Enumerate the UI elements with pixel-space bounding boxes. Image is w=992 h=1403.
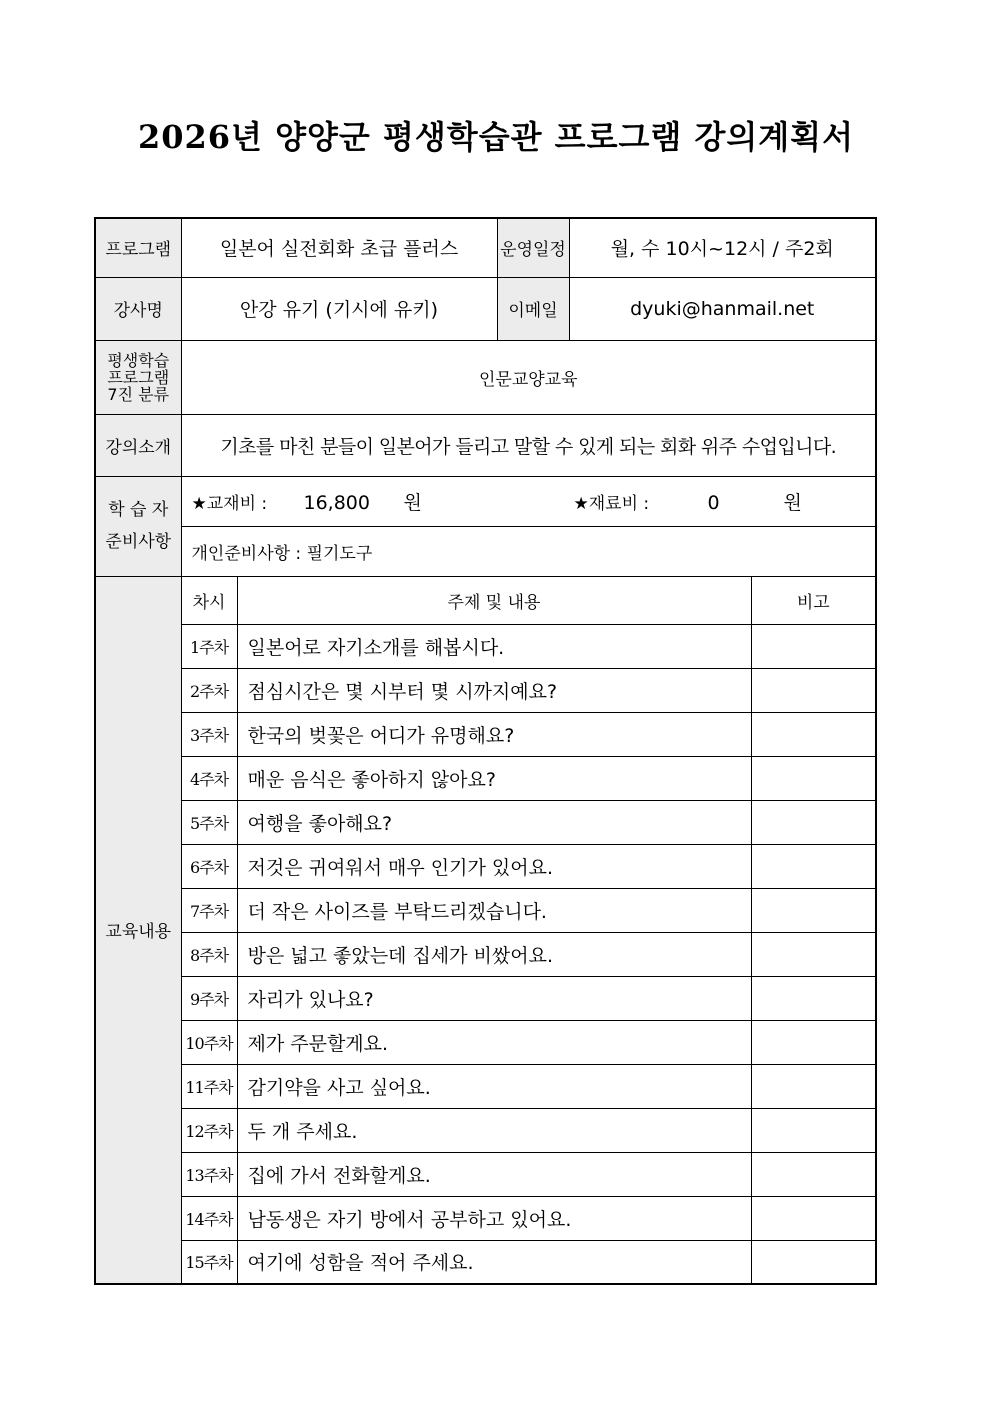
week-note <box>751 1108 876 1152</box>
note-col-header: 비고 <box>751 576 876 624</box>
material-label: ★재료비 : <box>573 493 650 514</box>
prep-label <box>95 476 181 576</box>
page-title: 2026년 양양군 평생학습관 프로그램 강의계획서 <box>137 118 855 156</box>
prep-personal: 개인준비사항 : 필기도구 <box>181 526 876 576</box>
category-label-line2: 프로그램 <box>107 367 170 387</box>
week-session: 7주차 <box>181 888 237 932</box>
program-label: 프로그램 <box>95 218 181 277</box>
week-note <box>751 888 876 932</box>
week-topic: 방은 넓고 좋았는데 집세가 비쌌어요. <box>237 932 751 976</box>
textbook-amount: 16,800 <box>303 491 370 514</box>
week-topic: 저것은 귀여워서 매우 인기가 있어요. <box>237 844 751 888</box>
week-row <box>95 624 876 668</box>
week-row <box>95 1020 876 1064</box>
week-note <box>751 1020 876 1064</box>
week-note <box>751 712 876 756</box>
intro-label: 강의소개 <box>95 414 181 476</box>
week-note <box>751 1196 876 1240</box>
week-topic: 매운 음식은 좋아하지 않아요? <box>237 756 751 800</box>
intro-row <box>95 414 876 476</box>
week-session: 5주차 <box>181 800 237 844</box>
week-note <box>751 976 876 1020</box>
program-row <box>95 218 876 277</box>
material-unit: 원 <box>783 491 802 514</box>
week-row <box>95 756 876 800</box>
prep-label-line1: 학 습 자 <box>108 500 169 520</box>
category-label <box>95 340 181 414</box>
week-session: 6주차 <box>181 844 237 888</box>
week-topic: 여기에 성함을 적어 주세요. <box>237 1240 751 1284</box>
intro-value: 기초를 마친 분들이 일본어가 들리고 말할 수 있게 되는 회화 위주 수업입니다. <box>181 414 876 476</box>
week-row <box>95 976 876 1020</box>
textbook-label: ★교재비 : <box>191 493 268 514</box>
week-row <box>95 712 876 756</box>
week-session: 2주차 <box>181 668 237 712</box>
week-row <box>95 800 876 844</box>
week-note <box>751 1152 876 1196</box>
category-row <box>95 340 876 414</box>
week-topic: 제가 주문할게요. <box>237 1020 751 1064</box>
week-session: 13주차 <box>181 1152 237 1196</box>
instructor-row <box>95 277 876 340</box>
material-amount: 0 <box>707 491 720 514</box>
week-row <box>95 1064 876 1108</box>
session-col-header: 차시 <box>181 576 237 624</box>
prep-personal-row <box>95 526 876 576</box>
week-note <box>751 624 876 668</box>
instructor-value: 안강 유기 (기시에 유키) <box>181 277 497 340</box>
week-topic: 한국의 벚꽃은 어디가 유명해요? <box>237 712 751 756</box>
week-row <box>95 1196 876 1240</box>
week-note <box>751 800 876 844</box>
week-session: 15주차 <box>181 1240 237 1284</box>
topic-col-header: 주제 및 내용 <box>237 576 751 624</box>
week-row <box>95 668 876 712</box>
week-session: 4주차 <box>181 756 237 800</box>
week-topic: 집에 가서 전화할게요. <box>237 1152 751 1196</box>
week-row <box>95 1108 876 1152</box>
week-row <box>95 1240 876 1284</box>
week-note <box>751 668 876 712</box>
week-session: 10주차 <box>181 1020 237 1064</box>
week-note <box>751 932 876 976</box>
week-topic: 일본어로 자기소개를 해봅시다. <box>237 624 751 668</box>
week-session: 14주차 <box>181 1196 237 1240</box>
week-topic: 점심시간은 몇 시부터 몇 시까지예요? <box>237 668 751 712</box>
week-topic: 남동생은 자기 방에서 공부하고 있어요. <box>237 1196 751 1240</box>
content-header-row <box>95 576 876 624</box>
prep-costs-row <box>95 476 876 526</box>
week-row <box>95 888 876 932</box>
category-label-line3: 7진 분류 <box>107 384 170 404</box>
week-topic: 감기약을 사고 싶어요. <box>237 1064 751 1108</box>
schedule-value: 월, 수 10시~12시 / 주2회 <box>569 218 876 277</box>
week-session: 9주차 <box>181 976 237 1020</box>
week-row <box>95 844 876 888</box>
week-row <box>95 1152 876 1196</box>
week-note <box>751 844 876 888</box>
content-label: 교육내용 <box>95 576 181 1284</box>
textbook-unit: 원 <box>403 491 422 514</box>
week-row <box>95 932 876 976</box>
category-value: 인문교양교육 <box>181 340 876 414</box>
week-topic: 더 작은 사이즈를 부탁드리겠습니다. <box>237 888 751 932</box>
week-topic: 여행을 좋아해요? <box>237 800 751 844</box>
email-label: 이메일 <box>497 277 569 340</box>
schedule-label: 운영일정 <box>497 218 569 277</box>
prep-label-line2: 준비사항 <box>105 532 172 552</box>
program-value: 일본어 실전회화 초급 플러스 <box>181 218 497 277</box>
week-session: 8주차 <box>181 932 237 976</box>
week-note <box>751 1064 876 1108</box>
email-value: dyuki@hanmail.net <box>569 277 876 340</box>
week-topic: 두 개 주세요. <box>237 1108 751 1152</box>
category-label-line1: 평생학습 <box>107 350 170 370</box>
instructor-label: 강사명 <box>95 277 181 340</box>
week-session: 11주차 <box>181 1064 237 1108</box>
week-session: 1주차 <box>181 624 237 668</box>
prep-costs <box>181 476 876 526</box>
week-session: 3주차 <box>181 712 237 756</box>
week-note <box>751 756 876 800</box>
week-session: 12주차 <box>181 1108 237 1152</box>
lecture-plan-table <box>94 217 877 1285</box>
week-topic: 자리가 있나요? <box>237 976 751 1020</box>
week-note <box>751 1240 876 1284</box>
